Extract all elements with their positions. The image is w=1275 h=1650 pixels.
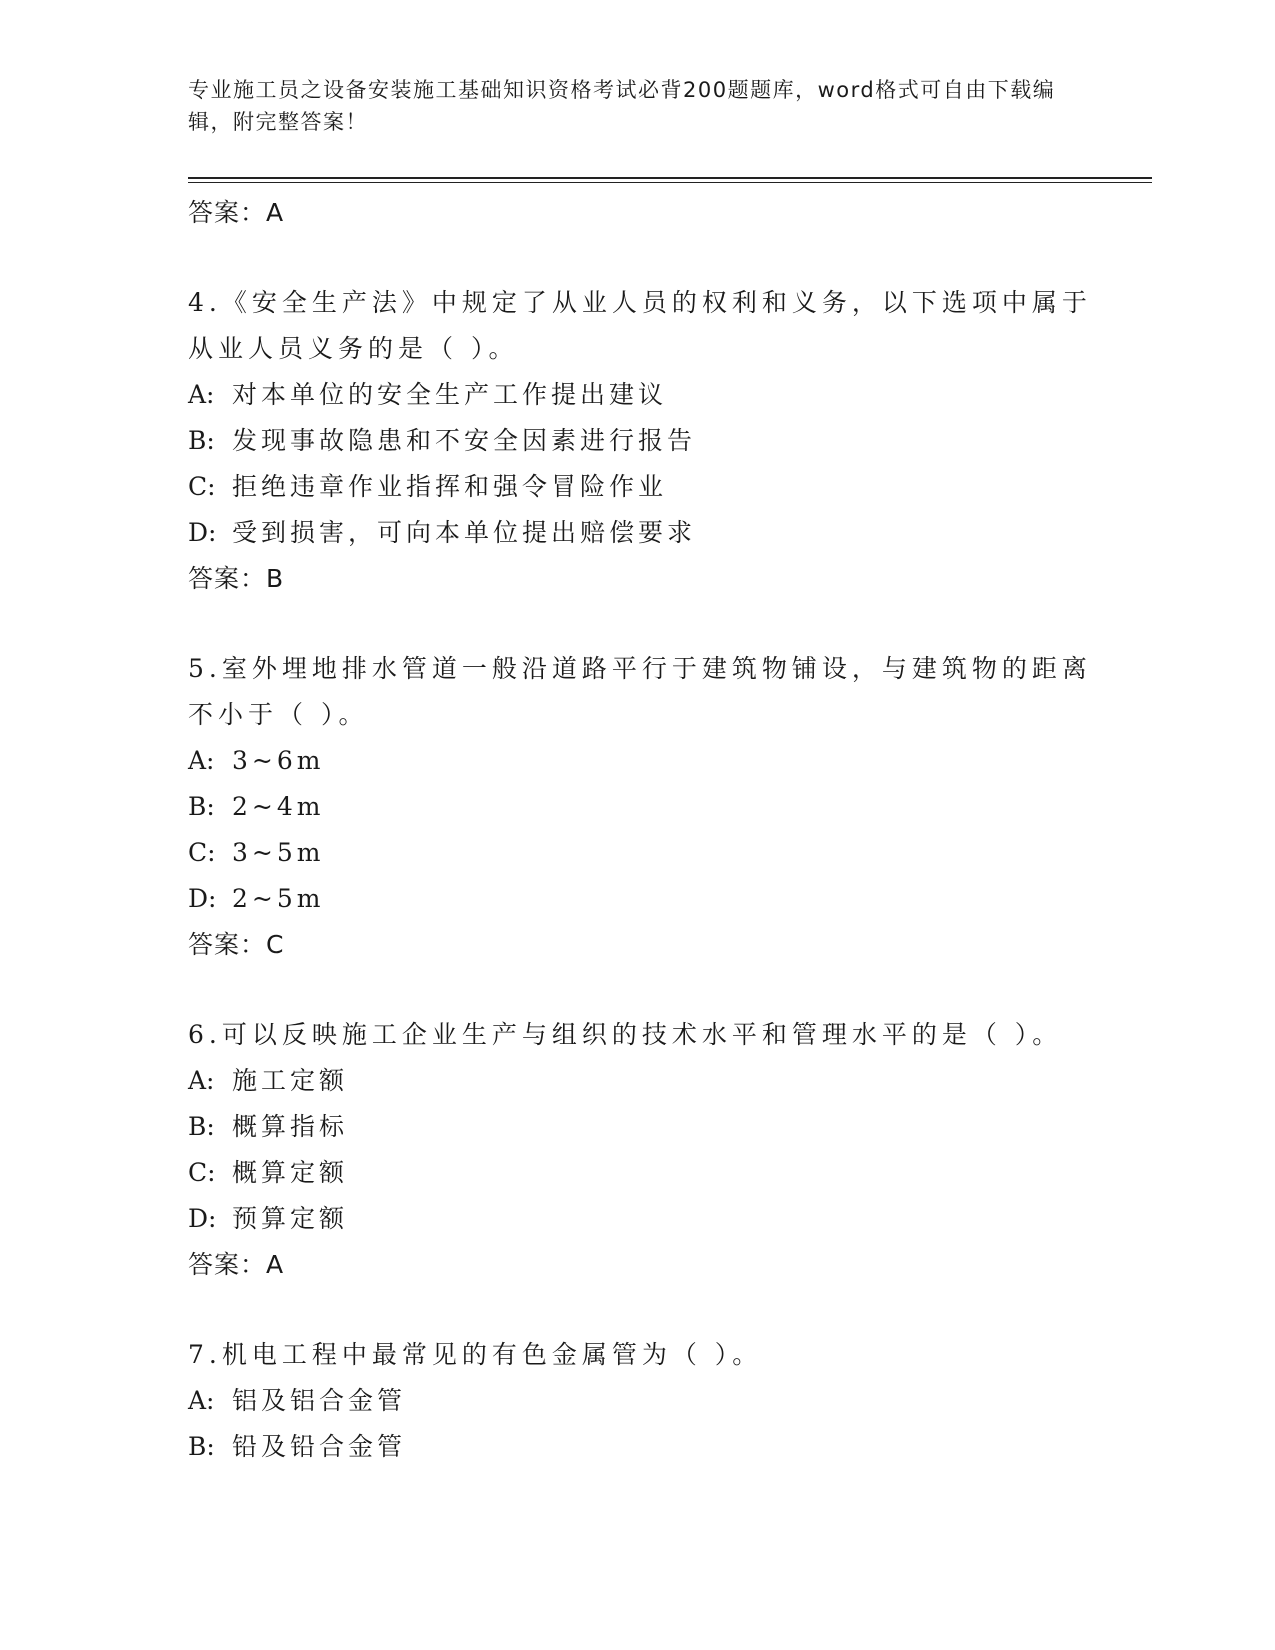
option-text: 铝及铝合金管 bbox=[232, 1386, 407, 1415]
option-a bbox=[188, 1378, 1108, 1424]
option-label: B: bbox=[188, 426, 215, 455]
option-label: A: bbox=[188, 746, 215, 775]
option-b bbox=[188, 1104, 1108, 1150]
option-text: 2~4m bbox=[232, 792, 325, 821]
option-a bbox=[188, 738, 1108, 784]
option-text: 发现事故隐患和不安全因素进行报告 bbox=[232, 426, 697, 455]
option-c bbox=[188, 830, 1108, 876]
option-c bbox=[188, 464, 1108, 510]
question-item bbox=[188, 280, 1108, 602]
option-text: 对本单位的安全生产工作提出建议 bbox=[232, 380, 668, 409]
option-label: D: bbox=[188, 1204, 217, 1233]
option-b bbox=[188, 1424, 1108, 1470]
option-b bbox=[188, 418, 1108, 464]
question-item bbox=[188, 1332, 1108, 1470]
option-label: D: bbox=[188, 884, 217, 913]
answer-line: 答案：A bbox=[188, 198, 285, 227]
option-label: A: bbox=[188, 1386, 215, 1415]
answer-line: 答案：A bbox=[188, 1250, 285, 1279]
question-text: 7.机电工程中最常见的有色金属管为（ ）。 bbox=[188, 1340, 763, 1369]
option-label: B: bbox=[188, 1432, 215, 1461]
option-d bbox=[188, 1196, 1108, 1242]
option-label: A: bbox=[188, 380, 215, 409]
option-text: 概算指标 bbox=[232, 1112, 349, 1141]
option-d bbox=[188, 510, 1108, 556]
option-text: 3~6m bbox=[232, 746, 325, 775]
option-label: B: bbox=[188, 792, 215, 821]
document-header bbox=[188, 74, 1088, 138]
option-text: 受到损害，可向本单位提出赔偿要求 bbox=[232, 518, 697, 547]
option-text: 拒绝违章作业指挥和强令冒险作业 bbox=[232, 472, 668, 501]
answer-line: 答案：C bbox=[188, 930, 285, 959]
option-label: A: bbox=[188, 1066, 215, 1095]
question-text: 4.《安全生产法》中规定了从业人员的权利和义务，以下选项中属于从业人员义务的是（ ）。 bbox=[188, 288, 1092, 363]
option-text: 概算定额 bbox=[232, 1158, 349, 1187]
option-a bbox=[188, 372, 1108, 418]
option-text: 预算定额 bbox=[232, 1204, 349, 1233]
question-item bbox=[188, 646, 1108, 968]
option-b bbox=[188, 784, 1108, 830]
option-text: 铅及铅合金管 bbox=[232, 1432, 407, 1461]
question-text: 5.室外埋地排水管道一般沿道路平行于建筑物铺设，与建筑物的距离不小于（ ）。 bbox=[188, 654, 1092, 729]
option-label: D: bbox=[188, 518, 217, 547]
header-title: 专业施工员之设备安装施工基础知识资格考试必背200题题库，word格式可自由下载编辑，附完整答案！ bbox=[188, 78, 1056, 134]
option-label: C: bbox=[188, 472, 216, 501]
option-d bbox=[188, 876, 1108, 922]
option-label: C: bbox=[188, 1158, 216, 1187]
option-text: 2~5m bbox=[232, 884, 325, 913]
option-a bbox=[188, 1058, 1108, 1104]
option-label: B: bbox=[188, 1112, 215, 1141]
question-text: 6.可以反映施工企业生产与组织的技术水平和管理水平的是（ ）。 bbox=[188, 1020, 1063, 1049]
header-divider bbox=[188, 177, 1152, 179]
question-list bbox=[188, 190, 1108, 1470]
option-label: C: bbox=[188, 838, 216, 867]
answer-line: 答案：B bbox=[188, 564, 285, 593]
option-text: 3~5m bbox=[232, 838, 325, 867]
question-item bbox=[188, 1012, 1108, 1288]
header-divider-thin bbox=[188, 182, 1152, 183]
option-text: 施工定额 bbox=[232, 1066, 349, 1095]
option-c bbox=[188, 1150, 1108, 1196]
